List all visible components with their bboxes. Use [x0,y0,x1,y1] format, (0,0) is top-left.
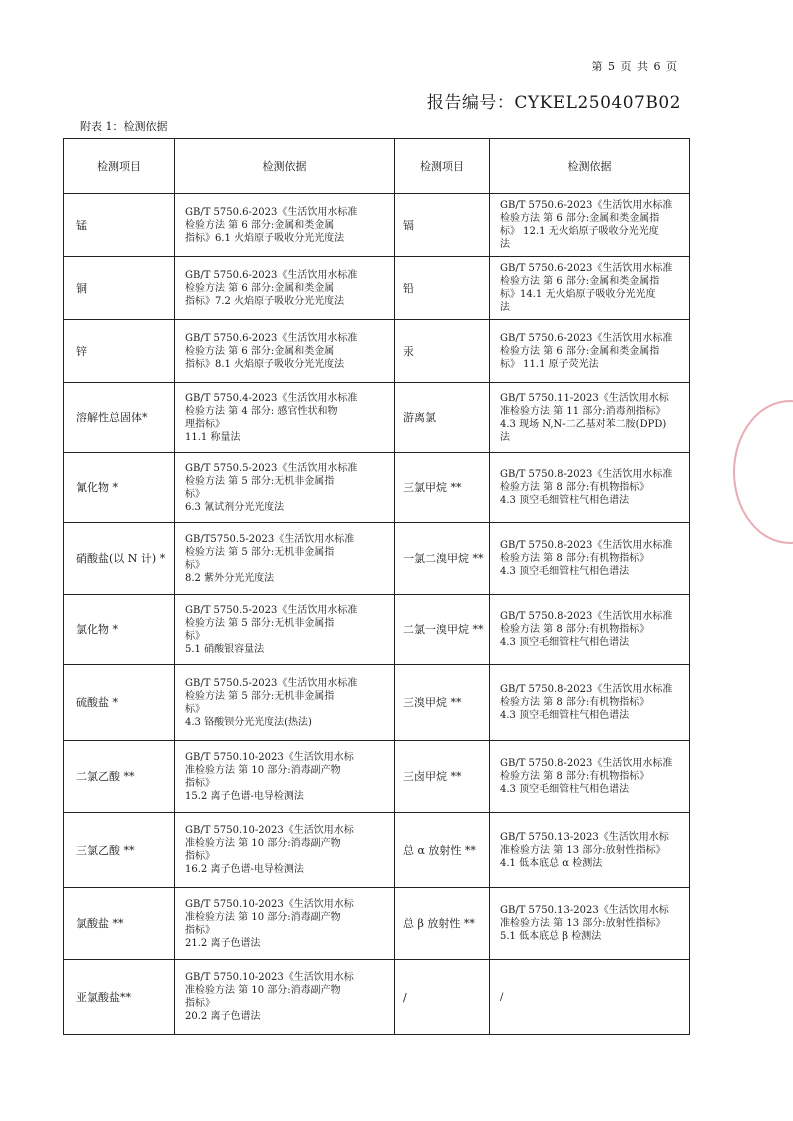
test-item: 氯化物 * [64,595,175,665]
test-basis: GB/T 5750.11-2023《生活饮用水标 准检验方法 第 11 部分:消毒剂指标》 4.3 现场 N,N-二乙基对苯二胺(DPD) 法 [490,383,690,453]
header-basis-2: 检测依据 [490,139,690,194]
table-row [64,960,690,1035]
test-basis: GB/T 5750.10-2023《生活饮用水标 准检验方法 第 10 部分:消毒副产物 指标》 16.2 离子色谱-电导检测法 [175,813,395,888]
test-item: 铜 [64,257,175,320]
test-item: 锌 [64,320,175,383]
test-basis: GB/T5750.5-2023《生活饮用水标准 检验方法 第 5 部分:无机非金属指 标》 8.2 紫外分光光度法 [175,523,395,595]
test-item: 亚氯酸盐** [64,960,175,1035]
table-row [64,813,690,888]
table-row [64,888,690,960]
test-item: 溶解性总固体* [64,383,175,453]
test-basis: GB/T 5750.13-2023《生活饮用水标 准检验方法 第 13 部分:放射性指标》 5.1 低本底总 β 检测法 [490,888,690,960]
table-row [64,523,690,595]
test-item: / [395,960,490,1035]
test-item: 一氯二溴甲烷 ** [395,523,490,595]
page-number: 第 5 页 共 6 页 [591,60,678,73]
test-basis: GB/T 5750.8-2023《生活饮用水标准 检验方法 第 8 部分:有机物指标》 4.3 顶空毛细管柱气相色谱法 [490,523,690,595]
test-item: 二氯一溴甲烷 ** [395,595,490,665]
table-row [64,257,690,320]
header-basis-1: 检测依据 [175,139,395,194]
test-item: 三氯乙酸 ** [64,813,175,888]
table-row [64,320,690,383]
test-item: 镉 [395,194,490,257]
test-item: 总 α 放射性 ** [395,813,490,888]
report-number: 报告编号：CYKEL250407B02 [426,93,681,113]
test-basis: GB/T 5750.4-2023《生活饮用水标准 检验方法 第 4 部分: 感官性状和物 理指标》 11.1 称量法 [175,383,395,453]
test-basis: / [490,960,690,1035]
test-item: 总 β 放射性 ** [395,888,490,960]
test-basis: GB/T 5750.8-2023《生活饮用水标准 检验方法 第 8 部分:有机物指标》 4.3 顶空毛细管柱气相色谱法 [490,595,690,665]
test-basis: GB/T 5750.10-2023《生活饮用水标 准检验方法 第 10 部分:消毒副产物 指标》 20.2 离子色谱法 [175,960,395,1035]
test-basis: GB/T 5750.6-2023《生活饮用水标准 检验方法 第 6 部分:金属和类金属 指标》7.2 火焰原子吸收分光光度法 [175,257,395,320]
detection-basis-table [63,138,690,1035]
test-item: 游离氯 [395,383,490,453]
test-item: 硝酸盐(以 N 计) * [64,523,175,595]
annex-title: 附表 1：检测依据 [80,120,168,133]
header-item-1: 检测项目 [64,139,175,194]
test-basis: GB/T 5750.6-2023《生活饮用水标准 检验方法 第 6 部分:金属和类金属 指标》8.1 火焰原子吸收分光光度法 [175,320,395,383]
test-basis: GB/T 5750.8-2023《生活饮用水标准 检验方法 第 8 部分:有机物指标》 4.3 顶空毛细管柱气相色谱法 [490,665,690,741]
test-basis: GB/T 5750.5-2023《生活饮用水标准 检验方法 第 5 部分:无机非金属指 标》 5.1 硝酸银容量法 [175,595,395,665]
test-item: 铅 [395,257,490,320]
test-basis: GB/T 5750.13-2023《生活饮用水标 准检验方法 第 13 部分:放射性指标》 4.1 低本底总 α 检测法 [490,813,690,888]
table-row [64,595,690,665]
test-basis: GB/T 5750.6-2023《生活饮用水标准 检验方法 第 6 部分:金属和类金属指 标》 11.1 原子荧光法 [490,320,690,383]
test-basis: GB/T 5750.10-2023《生活饮用水标 准检验方法 第 10 部分:消毒副产物 指标》 15.2 离子色谱-电导检测法 [175,741,395,813]
table-row [64,194,690,257]
test-basis: GB/T 5750.6-2023《生活饮用水标准 检验方法 第 6 部分:金属和类金属指 标》 12.1 无火焰原子吸收分光光度 法 [490,194,690,257]
test-basis: GB/T 5750.8-2023《生活饮用水标准 检验方法 第 8 部分:有机物指标》 4.3 顶空毛细管柱气相色谱法 [490,453,690,523]
test-item: 氰化物 * [64,453,175,523]
test-basis: GB/T 5750.5-2023《生活饮用水标准 检验方法 第 5 部分:无机非金属指 标》 4.3 铬酸钡分光光度法(热法) [175,665,395,741]
test-item: 锰 [64,194,175,257]
test-item: 汞 [395,320,490,383]
test-basis: GB/T 5750.5-2023《生活饮用水标准 检验方法 第 5 部分:无机非金属指 标》 6.3 氰试剂分光光度法 [175,453,395,523]
table-row [64,741,690,813]
header-item-2: 检测项目 [395,139,490,194]
test-item: 二氯乙酸 ** [64,741,175,813]
table-header-row [64,139,690,194]
table-row [64,383,690,453]
red-seal-stamp [733,400,793,544]
table-row [64,453,690,523]
test-item: 三溴甲烷 ** [395,665,490,741]
test-basis: GB/T 5750.8-2023《生活饮用水标准 检验方法 第 8 部分:有机物指标》 4.3 顶空毛细管柱气相色谱法 [490,741,690,813]
test-item: 三氯甲烷 ** [395,453,490,523]
test-item: 氯酸盐 ** [64,888,175,960]
test-item: 硫酸盐 * [64,665,175,741]
test-basis: GB/T 5750.6-2023《生活饮用水标准 检验方法 第 6 部分:金属和类金属 指标》6.1 火焰原子吸收分光光度法 [175,194,395,257]
test-basis: GB/T 5750.6-2023《生活饮用水标准 检验方法 第 6 部分:金属和类金属指 标》14.1 无火焰原子吸收分光光度 法 [490,257,690,320]
test-basis: GB/T 5750.10-2023《生活饮用水标 准检验方法 第 10 部分:消毒副产物 指标》 21.2 离子色谱法 [175,888,395,960]
table-row [64,665,690,741]
test-item: 三卤甲烷 ** [395,741,490,813]
